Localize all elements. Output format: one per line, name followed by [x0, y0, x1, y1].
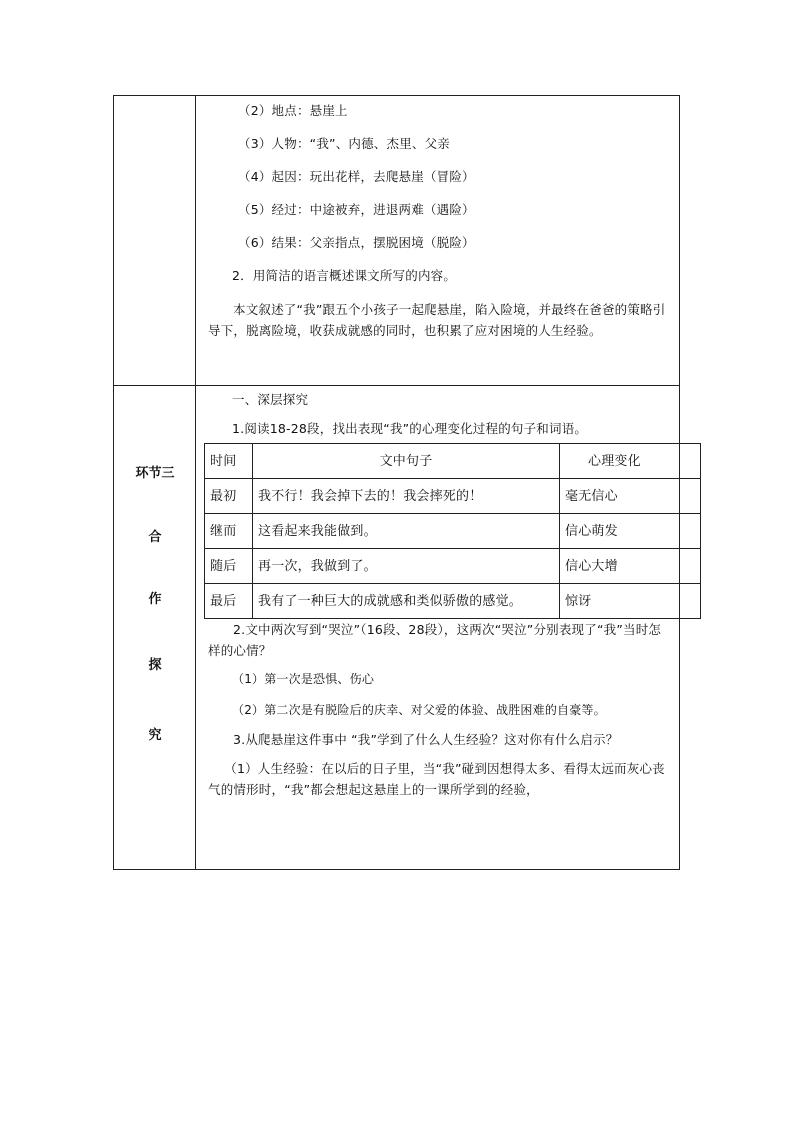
table-row — [205, 514, 701, 549]
label-cell-empty — [114, 96, 196, 386]
cell-mood: 惊讶 — [560, 584, 701, 619]
section-char-he: 合 — [148, 530, 162, 545]
section-char-jiu: 究 — [148, 728, 162, 743]
table-row — [205, 549, 701, 584]
element-location: （2）地点：悬崖上 — [238, 103, 348, 118]
mood-table — [204, 443, 701, 619]
element-result: （6）结果：父亲指点，摆脱困境（脱险） — [238, 235, 475, 250]
mood-table-header — [205, 444, 701, 479]
lesson-table — [113, 95, 680, 870]
header-time: 时间 — [205, 444, 253, 479]
cell-sentence: 这看起来我能做到。 — [253, 514, 560, 549]
content-cell-summary — [196, 96, 680, 386]
cell-sentence: 我不行！我会掉下去的！我会摔死的！ — [253, 479, 560, 514]
section-char-tan: 探 — [148, 658, 162, 673]
cell-mood: 信心萌发 — [560, 514, 701, 549]
cell-time: 随后 — [205, 549, 253, 584]
table-row — [205, 479, 701, 514]
section-heading: 一、深层探究 — [232, 392, 309, 407]
cell-time: 最初 — [205, 479, 253, 514]
question-2: 2.文中两次写到“哭泣”（16段、28段），这两次“哭泣”分别表现了“我”当时怎样的心情？ — [208, 622, 662, 658]
answer-summary: 本文叙述了“我”跟五个小孩子一起爬悬崖，陷入险境，并最终在爸爸的策略引导下，脱离险境，收获成就感的同时，也积累了应对困境的人生经验。 — [208, 302, 666, 338]
element-characters: （3）人物：“我”、内德、杰里、父亲 — [238, 136, 451, 151]
element-process: （5）经过：中途被弃，进退两难（遇险） — [238, 202, 475, 217]
table-row — [205, 584, 701, 619]
lesson-row-summary — [114, 96, 680, 386]
answer-3-first: （1）人生经验：在以后的日子里，当“我”碰到因想得太多、看得太远而灰心丧气的情形时，“我”都会想起这悬崖上的一课所学到的经验， — [208, 761, 665, 797]
section-label: 环节三 — [135, 466, 175, 481]
question-3: 3.从爬悬崖这件事中 “我”学到了什么人生经验？这对你有什么启示？ — [233, 732, 619, 747]
cell-time: 继而 — [205, 514, 253, 549]
content-cell-section-three — [196, 386, 680, 870]
header-mood: 心理变化 — [560, 444, 701, 479]
cell-sentence: 我有了一种巨大的成就感和类似骄傲的感觉。 — [253, 584, 560, 619]
header-sentence: 文中句子 — [253, 444, 560, 479]
lesson-row-section-three — [114, 386, 680, 870]
answer-2-second: （2）第二次是有脱险后的庆幸、对父爱的体验、战胜困难的自豪等。 — [232, 703, 606, 717]
question-1: 1.阅读18-28段，找出表现“我”的心理变化过程的句子和词语。 — [232, 421, 588, 436]
section-char-zuo: 作 — [148, 592, 162, 607]
cell-mood: 毫无信心 — [560, 479, 701, 514]
cell-sentence: 再一次，我做到了。 — [253, 549, 560, 584]
label-cell-section-three — [114, 386, 196, 870]
cell-time: 最后 — [205, 584, 253, 619]
question-summary: 2．用简洁的语言概述课文所写的内容。 — [232, 268, 457, 283]
answer-2-first: （1）第一次是恐惧、伤心 — [232, 672, 375, 686]
element-cause: （4）起因：玩出花样，去爬悬崖（冒险） — [238, 169, 475, 184]
cell-mood: 信心大增 — [560, 549, 701, 584]
